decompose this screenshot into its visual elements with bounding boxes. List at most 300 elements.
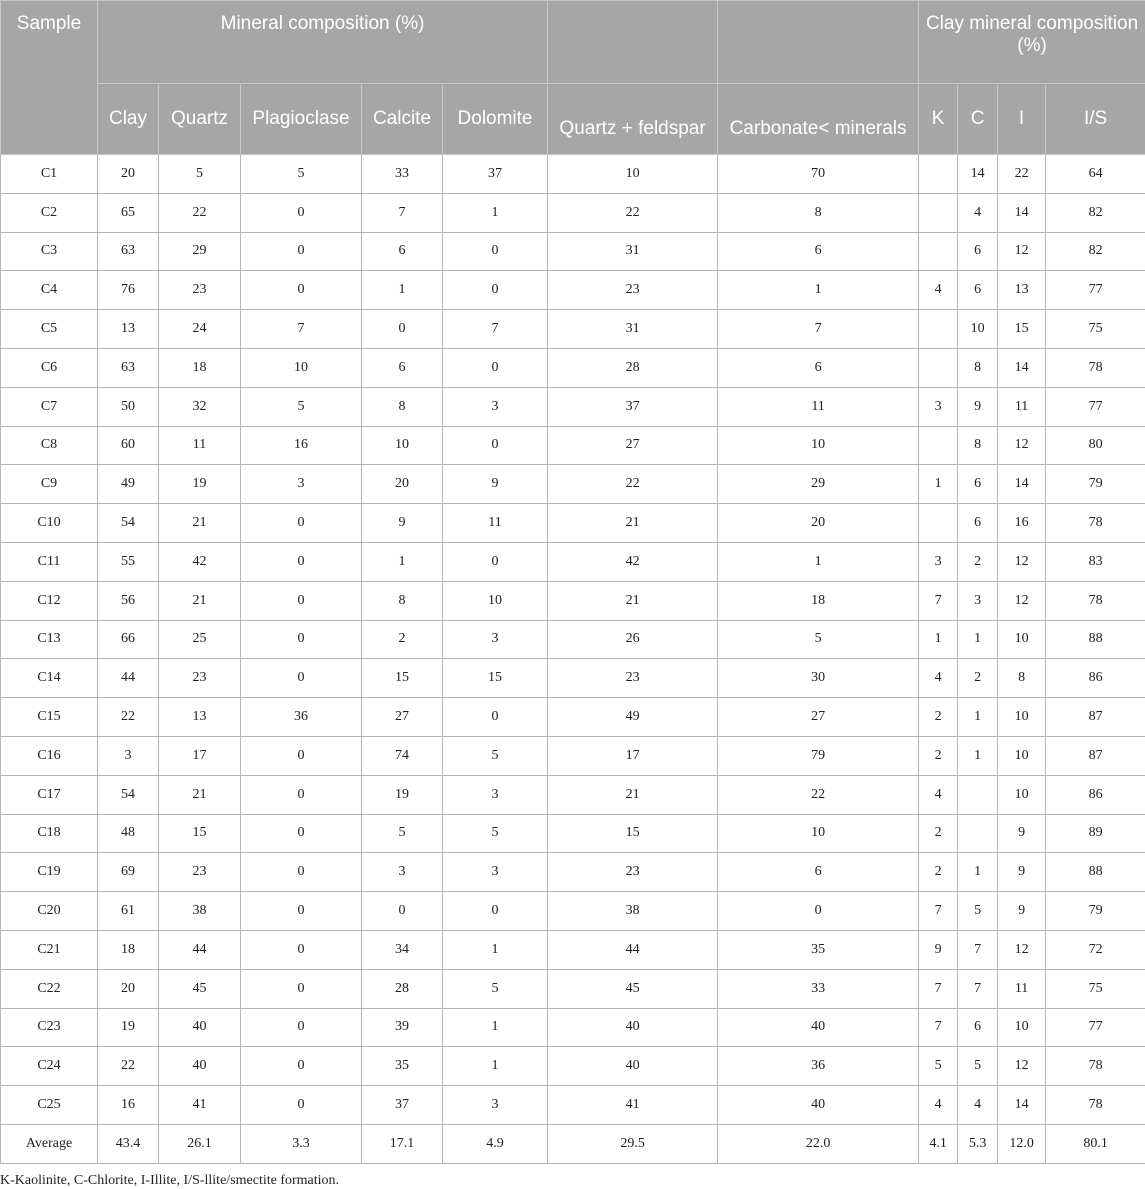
table-cell: 20 [98, 155, 159, 194]
table-cell: 43.4 [98, 1124, 159, 1163]
table-cell: 9 [958, 387, 998, 426]
table-cell: 10 [443, 581, 548, 620]
table-cell: 28 [362, 969, 443, 1008]
table-cell [958, 775, 998, 814]
table-cell: 18 [98, 930, 159, 969]
table-cell: 19 [159, 465, 241, 504]
table-row [1, 310, 1145, 349]
table-cell: 5 [443, 969, 548, 1008]
table-cell: 31 [548, 232, 718, 271]
table-cell: 75 [1046, 969, 1145, 1008]
table-cell: 0 [241, 504, 362, 543]
table-cell: 78 [1046, 581, 1145, 620]
table-cell: 3 [443, 1086, 548, 1125]
table-cell: 22 [548, 193, 718, 232]
table-cell: C24 [1, 1047, 98, 1086]
table-cell: 0 [241, 930, 362, 969]
table-row [1, 581, 1145, 620]
table-cell: C8 [1, 426, 98, 465]
header-c: C [958, 84, 998, 155]
table-cell: 39 [362, 1008, 443, 1047]
table-cell: 1 [958, 698, 998, 737]
table-cell: 6 [718, 232, 919, 271]
table-cell: 10 [998, 736, 1046, 775]
table-cell: 37 [362, 1086, 443, 1125]
table-cell: 54 [98, 775, 159, 814]
table-cell: 5 [159, 155, 241, 194]
header-plagioclase: Plagioclase [241, 84, 362, 155]
table-cell: 15 [159, 814, 241, 853]
table-cell: 20 [718, 504, 919, 543]
table-cell: 5 [241, 155, 362, 194]
table-row [1, 348, 1145, 387]
table-cell: 22.0 [718, 1124, 919, 1163]
table-cell: 14 [958, 155, 998, 194]
table-row [1, 969, 1145, 1008]
table-cell: 0 [443, 232, 548, 271]
table-cell: 75 [1046, 310, 1145, 349]
table-cell: 10 [998, 698, 1046, 737]
header-carbonate-minerals: Carbonate< minerals [718, 84, 919, 155]
table-cell: 3.3 [241, 1124, 362, 1163]
table-cell: 2 [362, 620, 443, 659]
table-cell: 8 [958, 426, 998, 465]
table-cell: 0 [241, 775, 362, 814]
table-cell: C11 [1, 542, 98, 581]
table-cell: 88 [1046, 620, 1145, 659]
table-cell: C2 [1, 193, 98, 232]
table-cell: 2 [919, 814, 958, 853]
table-cell: 5 [958, 892, 998, 931]
table-cell: 11 [998, 387, 1046, 426]
table-cell: C7 [1, 387, 98, 426]
table-cell: 22 [718, 775, 919, 814]
table-cell: 0 [241, 620, 362, 659]
table-row [1, 387, 1145, 426]
table-cell: 22 [548, 465, 718, 504]
table-cell: 42 [548, 542, 718, 581]
table-cell: 17 [548, 736, 718, 775]
table-cell: 6 [958, 232, 998, 271]
table-cell: 69 [98, 853, 159, 892]
table-cell: 83 [1046, 542, 1145, 581]
table-cell: 4 [919, 659, 958, 698]
table-cell: 5 [362, 814, 443, 853]
table-cell: 11 [718, 387, 919, 426]
table-cell: 1 [718, 271, 919, 310]
table-cell: 78 [1046, 1047, 1145, 1086]
table-cell: 9 [998, 814, 1046, 853]
table-cell: 12 [998, 232, 1046, 271]
header-quartz: Quartz [159, 84, 241, 155]
table-cell: 0 [443, 271, 548, 310]
table-cell: 23 [548, 853, 718, 892]
table-cell: 79 [1046, 465, 1145, 504]
table-cell [919, 155, 958, 194]
table-row [1, 659, 1145, 698]
table-cell: 0 [241, 969, 362, 1008]
table-cell: 3 [443, 620, 548, 659]
table-cell: 0 [443, 698, 548, 737]
table-cell: 1 [919, 620, 958, 659]
table-cell: 0 [241, 1086, 362, 1125]
table-cell: 10 [998, 620, 1046, 659]
table-cell: 38 [548, 892, 718, 931]
table-cell: 14 [998, 465, 1046, 504]
table-cell: 87 [1046, 698, 1145, 737]
table-cell: 41 [159, 1086, 241, 1125]
table-cell: 23 [548, 659, 718, 698]
table-cell: C17 [1, 775, 98, 814]
table-cell: 82 [1046, 232, 1145, 271]
table-cell [919, 348, 958, 387]
table-cell: 21 [159, 581, 241, 620]
table-cell: 27 [548, 426, 718, 465]
table-cell: 80.1 [1046, 1124, 1145, 1163]
table-cell: 9 [362, 504, 443, 543]
table-cell [919, 232, 958, 271]
table-cell: 7 [919, 581, 958, 620]
header-blank-2 [718, 1, 919, 84]
table-cell: 1 [919, 465, 958, 504]
table-cell: 79 [718, 736, 919, 775]
table-cell: 4 [919, 1086, 958, 1125]
table-cell: C16 [1, 736, 98, 775]
table-cell: C23 [1, 1008, 98, 1047]
table-cell: C25 [1, 1086, 98, 1125]
header-i: I [998, 84, 1046, 155]
table-cell: 8 [718, 193, 919, 232]
table-cell: 20 [362, 465, 443, 504]
table-cell: 1 [443, 193, 548, 232]
table-cell: 6 [958, 465, 998, 504]
table-cell: 10 [718, 426, 919, 465]
table-cell: 17 [159, 736, 241, 775]
table-cell: 22 [998, 155, 1046, 194]
header-clay-mineral-composition: Clay mineral composition (%) [919, 1, 1145, 84]
table-cell: 0 [241, 814, 362, 853]
table-cell: 1 [958, 853, 998, 892]
table-cell: 33 [718, 969, 919, 1008]
table-cell: 89 [1046, 814, 1145, 853]
table-cell: 7 [958, 969, 998, 1008]
table-cell: 21 [548, 581, 718, 620]
table-cell: 5.3 [958, 1124, 998, 1163]
table-cell: 56 [98, 581, 159, 620]
table-cell: 3 [443, 387, 548, 426]
table-cell: 22 [98, 698, 159, 737]
table-cell: 8 [958, 348, 998, 387]
table-cell: 4 [958, 1086, 998, 1125]
table-cell: 87 [1046, 736, 1145, 775]
table-cell: 3 [919, 387, 958, 426]
table-cell: 10 [362, 426, 443, 465]
table-cell: 79 [1046, 892, 1145, 931]
table-cell: 22 [98, 1047, 159, 1086]
table-cell: 21 [159, 504, 241, 543]
table-cell: 3 [362, 853, 443, 892]
table-cell: 13 [98, 310, 159, 349]
header-is: I/S [1046, 84, 1145, 155]
table-cell: 36 [718, 1047, 919, 1086]
table-cell: 8 [362, 581, 443, 620]
table-cell: 7 [443, 310, 548, 349]
table-cell: 10 [718, 814, 919, 853]
table-cell: 8 [998, 659, 1046, 698]
table-cell: 28 [548, 348, 718, 387]
table-cell: 0 [241, 581, 362, 620]
table-cell: 35 [718, 930, 919, 969]
table-cell: C5 [1, 310, 98, 349]
table-cell: C12 [1, 581, 98, 620]
table-row [1, 542, 1145, 581]
table-cell: 13 [159, 698, 241, 737]
table-row [1, 930, 1145, 969]
table-cell [919, 310, 958, 349]
table-cell: 86 [1046, 659, 1145, 698]
table-row [1, 271, 1145, 310]
table-cell: 18 [159, 348, 241, 387]
table-cell: 0 [362, 310, 443, 349]
table-cell: 37 [548, 387, 718, 426]
table-cell: 2 [958, 659, 998, 698]
table-cell: 0 [443, 348, 548, 387]
table-cell [919, 426, 958, 465]
table-cell [958, 814, 998, 853]
table-cell: 60 [98, 426, 159, 465]
table-cell: 77 [1046, 1008, 1145, 1047]
table-cell: 7 [958, 930, 998, 969]
header-mineral-composition: Mineral composition (%) [98, 1, 548, 84]
table-cell: 1 [362, 271, 443, 310]
table-cell: 12 [998, 581, 1046, 620]
table-cell: 78 [1046, 1086, 1145, 1125]
table-cell: 0 [443, 426, 548, 465]
table-cell: 77 [1046, 387, 1145, 426]
table-cell: 44 [98, 659, 159, 698]
table-cell: 48 [98, 814, 159, 853]
table-cell: 2 [919, 698, 958, 737]
table-cell: 16 [98, 1086, 159, 1125]
header-clay: Clay [98, 84, 159, 155]
table-row [1, 193, 1145, 232]
table-cell: 7 [718, 310, 919, 349]
table-cell: 6 [718, 348, 919, 387]
table-row [1, 1008, 1145, 1047]
table-cell: 7 [919, 969, 958, 1008]
table-cell: 30 [718, 659, 919, 698]
table-cell: 14 [998, 193, 1046, 232]
table-cell: 10 [998, 1008, 1046, 1047]
table-cell: 3 [443, 775, 548, 814]
table-cell: 0 [241, 736, 362, 775]
table-cell: 61 [98, 892, 159, 931]
table-cell: 0 [718, 892, 919, 931]
table-cell: 4 [919, 271, 958, 310]
table-cell: 80 [1046, 426, 1145, 465]
table-cell: 37 [443, 155, 548, 194]
table-cell: 72 [1046, 930, 1145, 969]
table-cell: 40 [159, 1008, 241, 1047]
table-cell: 7 [919, 1008, 958, 1047]
table-cell: 3 [919, 542, 958, 581]
table-cell: C4 [1, 271, 98, 310]
table-cell: 82 [1046, 193, 1145, 232]
table-cell: 2 [919, 853, 958, 892]
table-cell: 5 [443, 814, 548, 853]
table-row [1, 1047, 1145, 1086]
table-cell: 18 [718, 581, 919, 620]
table-cell: 4.1 [919, 1124, 958, 1163]
table-cell: 19 [98, 1008, 159, 1047]
table-cell: 40 [548, 1047, 718, 1086]
table-cell: 6 [362, 232, 443, 271]
table-cell: 15 [443, 659, 548, 698]
table-cell: 1 [443, 930, 548, 969]
table-row [1, 232, 1145, 271]
table-cell: 0 [241, 1047, 362, 1086]
table-cell: 26.1 [159, 1124, 241, 1163]
table-cell: 36 [241, 698, 362, 737]
footnote: K-Kaolinite, C-Chlorite, I-Illite, I/S-llite/smectite formation. [0, 1173, 1145, 1189]
table-cell: 15 [362, 659, 443, 698]
table-cell [919, 193, 958, 232]
table-cell: 3 [958, 581, 998, 620]
table-cell: 0 [241, 892, 362, 931]
table-cell: 11 [998, 969, 1046, 1008]
table-row [1, 698, 1145, 737]
table-cell: 6 [958, 504, 998, 543]
table-body [1, 155, 1145, 1164]
table-row [1, 736, 1145, 775]
table-cell: 25 [159, 620, 241, 659]
table-cell: 7 [241, 310, 362, 349]
table-cell: 10 [958, 310, 998, 349]
table-cell: 0 [241, 271, 362, 310]
table-cell: 1 [718, 542, 919, 581]
table-cell: 0 [241, 659, 362, 698]
table-cell: 9 [998, 853, 1046, 892]
table-cell: 5 [958, 1047, 998, 1086]
table-cell: 17.1 [362, 1124, 443, 1163]
table-cell: 4 [919, 775, 958, 814]
table-row [1, 775, 1145, 814]
table-cell: 0 [443, 542, 548, 581]
table-cell: 23 [159, 271, 241, 310]
table-cell: 49 [548, 698, 718, 737]
table-cell: 34 [362, 930, 443, 969]
table-cell: 4 [958, 193, 998, 232]
table-cell: 12 [998, 542, 1046, 581]
table-cell: 1 [443, 1047, 548, 1086]
table-cell: 1 [958, 736, 998, 775]
table-cell: 10 [998, 775, 1046, 814]
table-cell: 40 [548, 1008, 718, 1047]
table-cell: 23 [159, 853, 241, 892]
table-cell: 0 [443, 892, 548, 931]
table-cell: 2 [958, 542, 998, 581]
table-cell: 16 [241, 426, 362, 465]
table-cell: C9 [1, 465, 98, 504]
table-cell: 29.5 [548, 1124, 718, 1163]
table-cell: 21 [548, 504, 718, 543]
table-cell: 21 [548, 775, 718, 814]
table-cell: C21 [1, 930, 98, 969]
table-cell: 14 [998, 1086, 1046, 1125]
table-cell: 9 [919, 930, 958, 969]
average-row [1, 1124, 1145, 1163]
header-dolomite: Dolomite [443, 84, 548, 155]
table-cell: 65 [98, 193, 159, 232]
table-cell: 9 [998, 892, 1046, 931]
table-cell: C1 [1, 155, 98, 194]
table-cell: 21 [159, 775, 241, 814]
table-row [1, 426, 1145, 465]
table-cell: C22 [1, 969, 98, 1008]
table-cell: 26 [548, 620, 718, 659]
table-cell: 13 [998, 271, 1046, 310]
table-cell: 74 [362, 736, 443, 775]
table-cell: 44 [548, 930, 718, 969]
table-cell: 3 [443, 853, 548, 892]
table-cell: 54 [98, 504, 159, 543]
table-cell: 9 [443, 465, 548, 504]
table-cell: 2 [919, 736, 958, 775]
table-cell: Average [1, 1124, 98, 1163]
table-cell: 31 [548, 310, 718, 349]
table-cell: 3 [98, 736, 159, 775]
table-cell: 5 [718, 620, 919, 659]
header-calcite: Calcite [362, 84, 443, 155]
table-cell: C20 [1, 892, 98, 931]
table-cell: 77 [1046, 271, 1145, 310]
table-cell: 0 [362, 892, 443, 931]
table-cell: 12 [998, 426, 1046, 465]
table-cell: C13 [1, 620, 98, 659]
table-cell: 6 [958, 271, 998, 310]
table-cell: 1 [443, 1008, 548, 1047]
table-cell: 32 [159, 387, 241, 426]
table-cell: 27 [718, 698, 919, 737]
table-cell: 23 [548, 271, 718, 310]
table-cell: 40 [159, 1047, 241, 1086]
table-cell: C19 [1, 853, 98, 892]
table-cell: C3 [1, 232, 98, 271]
table-cell: 14 [998, 348, 1046, 387]
table-row [1, 892, 1145, 931]
table-cell: 3 [241, 465, 362, 504]
table-row [1, 155, 1145, 194]
table-cell: 0 [241, 193, 362, 232]
table-cell: 0 [241, 1008, 362, 1047]
table-cell: 70 [718, 155, 919, 194]
table-row [1, 814, 1145, 853]
table-cell: 7 [362, 193, 443, 232]
table-cell: 6 [362, 348, 443, 387]
table-cell: 33 [362, 155, 443, 194]
table-cell: C15 [1, 698, 98, 737]
header-quartz-feldspar: Quartz + feldspar [548, 84, 718, 155]
table-cell: 12.0 [998, 1124, 1046, 1163]
table-cell: C18 [1, 814, 98, 853]
table-cell: 29 [718, 465, 919, 504]
table-cell: 5 [241, 387, 362, 426]
table-cell: 78 [1046, 348, 1145, 387]
table-cell: 23 [159, 659, 241, 698]
table-cell: 35 [362, 1047, 443, 1086]
table-cell: 6 [958, 1008, 998, 1047]
table-cell: 86 [1046, 775, 1145, 814]
